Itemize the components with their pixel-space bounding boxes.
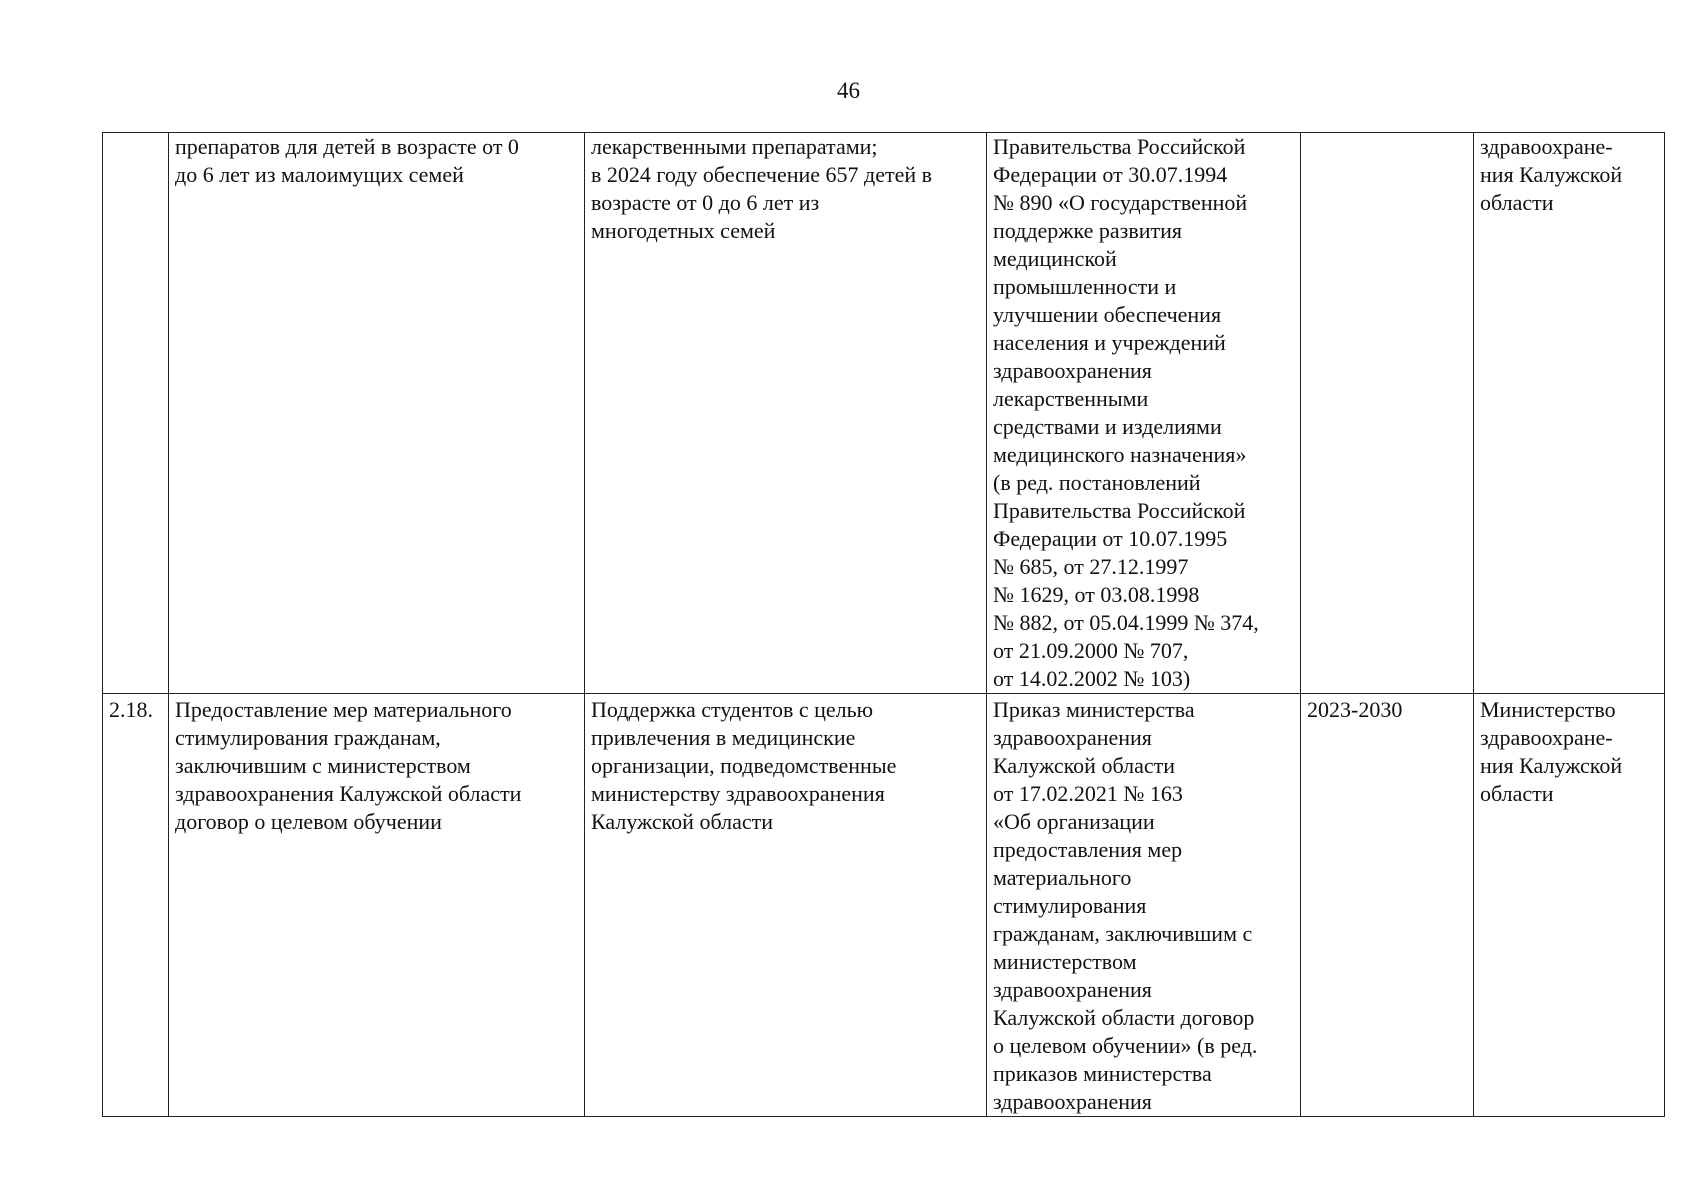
basis-cell [987, 133, 1301, 694]
period-text: 2023-2030 [1307, 697, 1403, 722]
result-text: Поддержка студентов с целью привлечения в медицинские организации, подведомственные министерству здравоохранения Калужской области [591, 697, 897, 834]
period-cell [1301, 694, 1474, 1117]
period-cell [1301, 133, 1474, 694]
basis-text: Правительства Российской Федерации от 30.07.1994 № 890 «О государственной поддержке развития медицинской промышленности и улучшении обеспечения населения и учреждений здравоохранения лекарственными средствами и изделиями медицинского назначения» (в ред. постановлений Правительства Российской Федерации от 10.07.1995 № 685, от 27.12.1997 № 1629, от 03.08.1998 № 882, от 05.04.1999 № 374, от 21.09.2000 № 707, от 14.02.2002 № 103) [993, 134, 1259, 691]
table-row [103, 133, 1665, 694]
executor-text: здравоохране- ния Калужской области [1480, 134, 1623, 215]
result-cell [585, 694, 987, 1117]
page-number: 46 [837, 78, 860, 103]
measure-text: Предоставление мер материального стимулирования гражданам, заключившим с министерством здравоохранения Калужской области договор о целевом обучении [175, 697, 522, 834]
executor-cell [1474, 694, 1665, 1117]
row-number: 2.18. [109, 697, 153, 722]
measure-cell [169, 133, 585, 694]
row-number-cell [103, 133, 169, 694]
executor-cell [1474, 133, 1665, 694]
measures-table [102, 132, 1665, 1117]
basis-cell [987, 694, 1301, 1117]
table-row [103, 694, 1665, 1117]
row-number-cell [103, 694, 169, 1117]
result-text: лекарственными препаратами; в 2024 году обеспечение 657 детей в возрасте от 0 до 6 лет из многодетных семей [591, 134, 933, 243]
measure-cell [169, 694, 585, 1117]
executor-text: Министерство здравоохране- ния Калужской области [1480, 697, 1623, 806]
result-cell [585, 133, 987, 694]
measure-text: препаратов для детей в возрасте от 0 до 6 лет из малоимущих семей [175, 134, 519, 187]
basis-text: Приказ министерства здравоохранения Калужской области от 17.02.2021 № 163 «Об организации предоставления мер материального стимулирования гражданам, заключившим с министерством здравоохранения Калужской области договор о целевом обучении» (в ред. приказов министерства здравоохранения [993, 697, 1258, 1114]
